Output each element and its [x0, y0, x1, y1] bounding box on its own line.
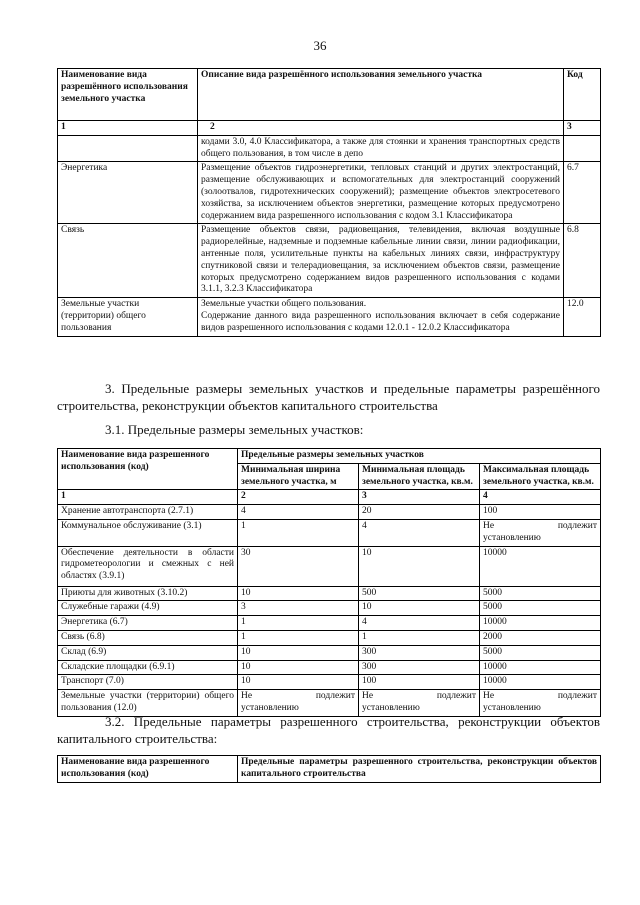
row-max-area: Не подлежит установлению [480, 690, 601, 717]
header-use-type: Наименование вида разрешенного использования (код) [58, 756, 238, 783]
table-row [58, 135, 601, 162]
header-use-type: Наименование вида разрешённого использования земельного участка [58, 69, 198, 121]
row-name: Энергетика [58, 162, 198, 224]
col-num: 2 [198, 121, 564, 136]
row-min-area: 300 [359, 645, 480, 660]
row-min-area: 500 [359, 586, 480, 601]
row-name: Обеспечение деятельности в области гидрометеорологии и смежных с ней областях (3.9.1) [58, 546, 238, 586]
row-max-area: 10000 [480, 660, 601, 675]
row-min-area: 10 [359, 601, 480, 616]
row-max-area: 5000 [480, 601, 601, 616]
column-numbers-row [58, 121, 601, 136]
column-numbers-row [58, 490, 601, 505]
row-min-width: 3 [238, 601, 359, 616]
row-description: кодами 3.0, 4.0 Классификатора, а также для стоянки и хранения транспортных средств общего пользования, в том числе в депо [198, 135, 564, 162]
row-max-area: 10000 [480, 546, 601, 586]
row-name: Складские площадки (6.9.1) [58, 660, 238, 675]
table-header-row [58, 69, 601, 121]
col-num: 1 [58, 490, 238, 505]
header-construction-params: Предельные параметры разрешенного строительства, реконструкции объектов капитального строительства [238, 756, 601, 783]
row-name: Приюты для животных (3.10.2) [58, 586, 238, 601]
land-use-types-table [57, 68, 601, 337]
row-min-width: 1 [238, 519, 359, 546]
row-name: Энергетика (6.7) [58, 616, 238, 631]
col-num: 1 [58, 121, 198, 136]
row-max-area: 5000 [480, 645, 601, 660]
table-row [58, 162, 601, 224]
header-max-area: Максимальная площадь земельного участка, кв.м. [480, 463, 601, 490]
table-row [58, 505, 601, 520]
row-min-width: 10 [238, 645, 359, 660]
header-description: Описание вида разрешённого использования земельного участка [198, 69, 564, 121]
row-name: Связь (6.8) [58, 630, 238, 645]
col-num: 3 [564, 121, 601, 136]
row-min-area: 20 [359, 505, 480, 520]
table-row [58, 645, 601, 660]
row-name: Коммунальное обслуживание (3.1) [58, 519, 238, 546]
row-description: Размещение объектов связи, радиовещания, телевидения, включая воздушные радиорелейные, надземные и подземные кабельные линии связи, линии радиофикации, антенные поля, усилительные пункты на кабельных линиях связи, инфраструктуру спутниковой связи и телерадиовещания, за исключением объектов связи, размещение которых предусмотрено содержанием видов разрешенного использования с кодами 3.1.1, 3.2.3 Классификатора [198, 224, 564, 298]
row-description: Размещение объектов гидроэнергетики, тепловых станций и других электростанций, размещение обслуживающих и вспомогательных для электростанций сооружений (золоотвалов, гидротехнических сооружений); размещение объектов электросетевого хозяйства, за исключением объектов энергетики, размещение которых предусмотрено содержанием вида разрешенного использования с кодом 3.1 Классификатора [198, 162, 564, 224]
row-max-area: 2000 [480, 630, 601, 645]
section-3-2-paragraph: 3.2. Предельные параметры разрешенного строительства, реконструкции объектов капитального строительства: [57, 714, 600, 746]
row-min-area: 1 [359, 630, 480, 645]
row-name: Транспорт (7.0) [58, 675, 238, 690]
row-min-width: 30 [238, 546, 359, 586]
row-min-area: 100 [359, 675, 480, 690]
section-3-1-heading: 3.1. Предельные размеры земельных участков: [105, 422, 364, 437]
row-min-area: 10 [359, 546, 480, 586]
table-row [58, 660, 601, 675]
row-code: 6.7 [564, 162, 601, 224]
header-size-limits: Предельные размеры земельных участков [238, 449, 601, 464]
row-min-area: 300 [359, 660, 480, 675]
table-header-row [58, 756, 601, 783]
header-code: Код [564, 69, 601, 121]
row-name: Хранение автотранспорта (2.7.1) [58, 505, 238, 520]
table-row [58, 601, 601, 616]
row-code [564, 135, 601, 162]
row-max-area: 10000 [480, 616, 601, 631]
plot-size-limits-table [57, 448, 601, 717]
row-name: Связь [58, 224, 198, 298]
row-min-area: 4 [359, 616, 480, 631]
table-row [58, 675, 601, 690]
row-min-width: 10 [238, 675, 359, 690]
row-name: Склад (6.9) [58, 645, 238, 660]
row-min-area: 4 [359, 519, 480, 546]
row-max-area: Не подлежит установлению [480, 519, 601, 546]
row-code: 12.0 [564, 298, 601, 336]
header-use-type: Наименование вида разрешенного использования (код) [58, 449, 238, 490]
construction-parameters-table [57, 755, 601, 783]
table-row [58, 616, 601, 631]
col-num: 2 [238, 490, 359, 505]
section-3-paragraph: 3. Предельные размеры земельных участков и предельные параметры разрешённого строительства, реконструкции объектов капитального строительства [57, 381, 600, 413]
table-header-row [58, 449, 601, 464]
header-min-width: Минимальная ширина земельного участка, м [238, 463, 359, 490]
header-min-area: Минимальная площадь земельного участка, кв.м. [359, 463, 480, 490]
row-name: Служебные гаражи (4.9) [58, 601, 238, 616]
col-num: 3 [359, 490, 480, 505]
table-row [58, 546, 601, 586]
row-max-area: 10000 [480, 675, 601, 690]
table-row [58, 630, 601, 645]
col-num: 4 [480, 490, 601, 505]
row-min-width: 1 [238, 616, 359, 631]
row-min-area: Не подлежит установлению [359, 690, 480, 717]
row-name [58, 135, 198, 162]
row-name: Земельные участки (территории) общего пользования [58, 298, 198, 336]
table-row [58, 519, 601, 546]
row-min-width: 1 [238, 630, 359, 645]
row-name: Земельные участки (территории) общего пользования (12.0) [58, 690, 238, 717]
row-min-width: 10 [238, 586, 359, 601]
table-row [58, 224, 601, 298]
row-max-area: 100 [480, 505, 601, 520]
row-min-width: Не подлежит установлению [238, 690, 359, 717]
table-row [58, 586, 601, 601]
row-min-width: 10 [238, 660, 359, 675]
row-code: 6.8 [564, 224, 601, 298]
page-number: 36 [313, 38, 327, 53]
row-description: Земельные участки общего пользования. Содержание данного вида разрешенного использования включает в себя содержание видов разрешенного использования с кодами 12.0.1 - 12.0.2 Классификатора [198, 298, 564, 336]
table-row [58, 298, 601, 336]
row-min-width: 4 [238, 505, 359, 520]
row-max-area: 5000 [480, 586, 601, 601]
